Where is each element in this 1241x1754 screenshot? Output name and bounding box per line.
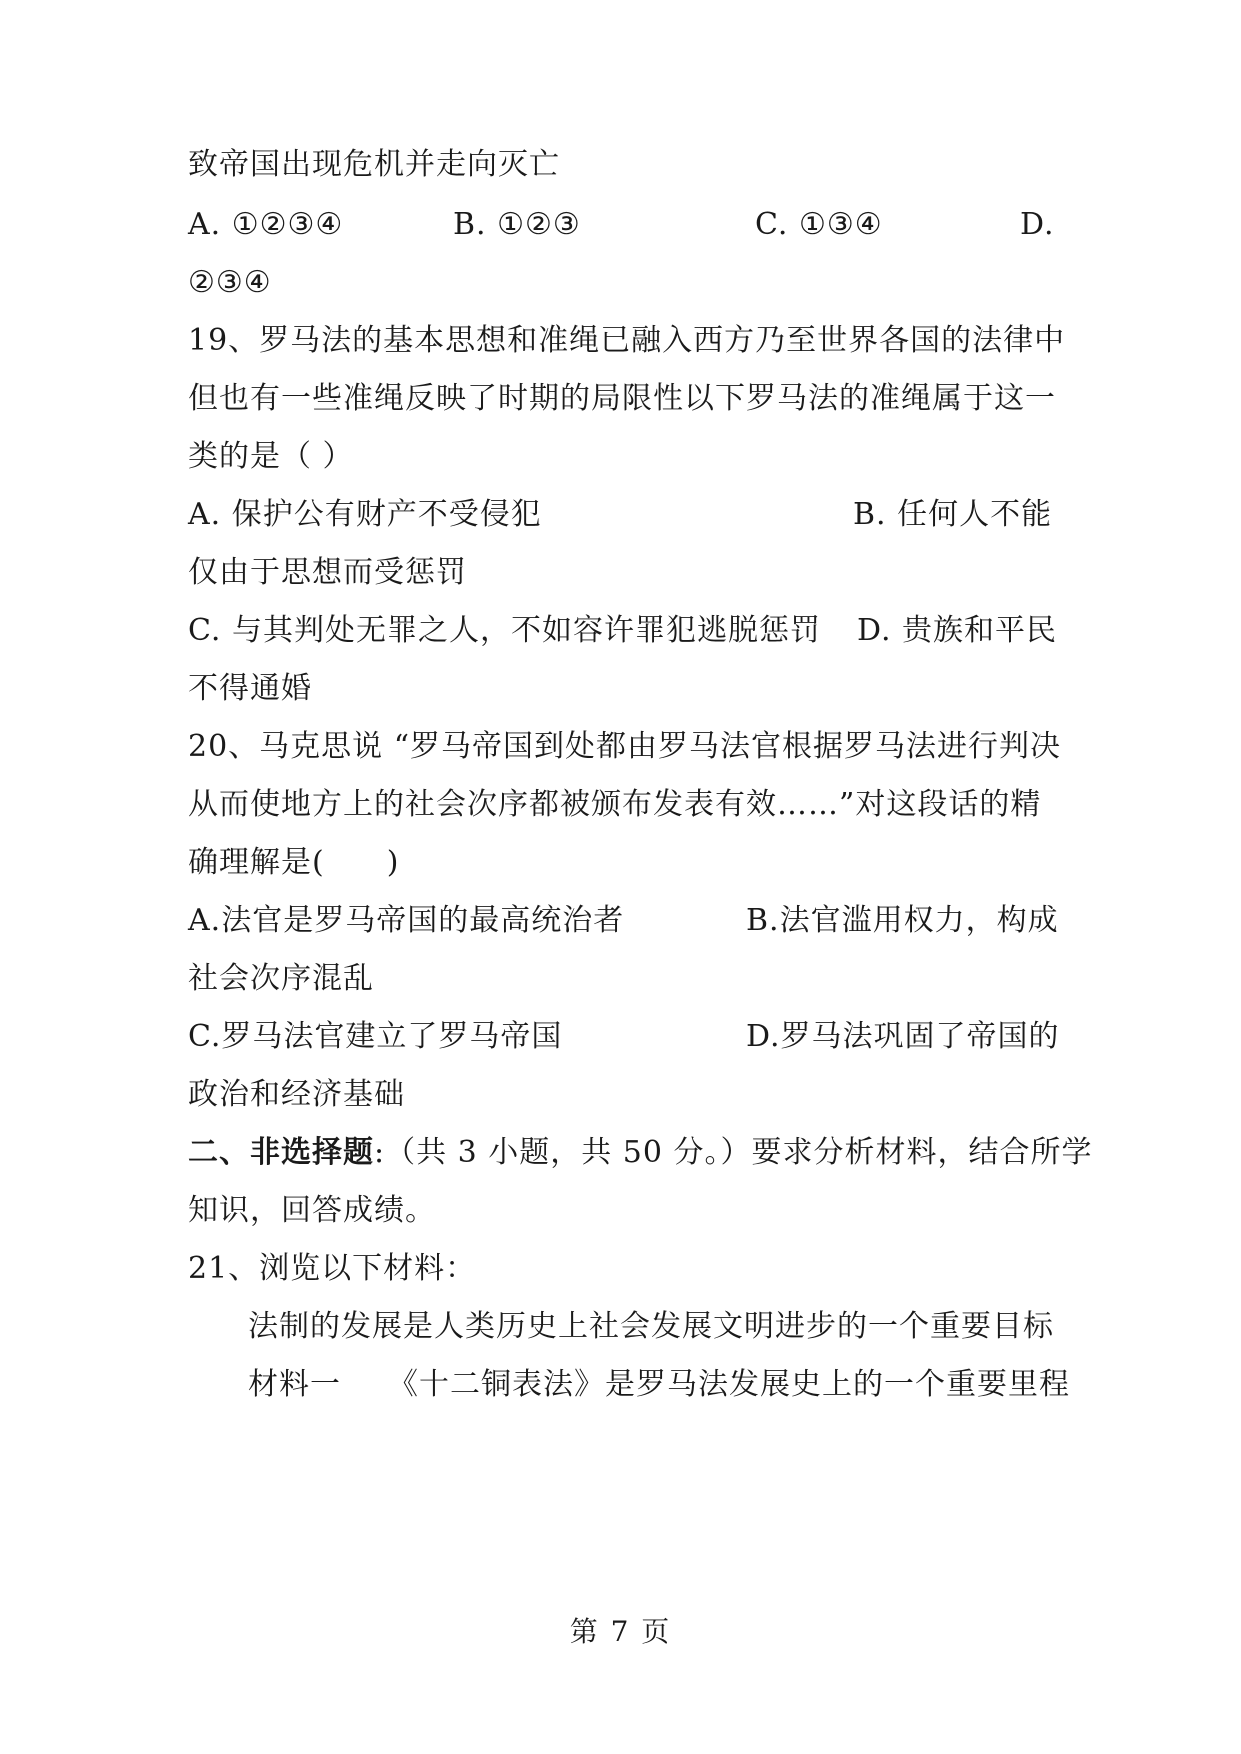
q19-stem-line-2: 但也有一些准绳反映了时期的局限性以下罗马法的准绳属于这一 <box>188 381 1056 416</box>
q19-option-c: C. 与其判处无罪之人，不如容许罪犯逃脱惩罚 <box>188 613 821 648</box>
q20-stem-line-2: 从而使地方上的社会次序都被颁布发表有效……”对这段话的精 <box>188 787 1042 822</box>
q18-option-a: A. ①②③④ <box>188 207 344 242</box>
q19-option-d-continued: 不得通婚 <box>188 671 312 706</box>
section-2-instructions-continued: 知识，回答成绩。 <box>188 1193 436 1228</box>
q18-option-b: B. ①②③ <box>453 207 581 242</box>
page-number: 第 7 页 <box>569 1615 672 1648</box>
text-line: 致帝国出现危机并走向灭亡 <box>188 147 560 182</box>
q18-option-c: C. ①③④ <box>755 207 883 242</box>
section-2-heading-line <box>188 1135 1093 1171</box>
q19-option-b: B. 任何人不能 <box>853 497 1053 532</box>
q18-option-d-continued: ②③④ <box>188 265 272 300</box>
q20-option-b-continued: 社会次序混乱 <box>188 961 374 996</box>
q20-option-b: B.法官滥用权力，构成 <box>746 903 1059 938</box>
q21-intro: 法制的发展是人类历史上社会发展文明进步的一个重要目标 <box>248 1309 1054 1344</box>
q21-stem: 21、浏览以下材料： <box>188 1251 477 1286</box>
q20-stem-line-3: 确理解是( ) <box>188 845 400 880</box>
q19-option-a: A. 保护公有财产不受侵犯 <box>188 497 542 532</box>
q18-option-d: D. <box>1020 207 1055 242</box>
q19-option-d: D. 贵族和平民 <box>857 613 1058 648</box>
section-2-heading: 二、非选择题 <box>188 1135 374 1170</box>
q20-option-d: D.罗马法巩固了帝国的 <box>746 1019 1060 1054</box>
q19-stem-line-3: 类的是（ ） <box>188 439 354 474</box>
q20-option-d-continued: 政治和经济基础 <box>188 1077 405 1112</box>
q20-option-a: A.法官是罗马帝国的最高统治者 <box>188 903 625 938</box>
q19-stem-line-1: 19、罗马法的基本思想和准绳已融入西方乃至世界各国的法律中 <box>188 323 1066 358</box>
q21-material-1: 材料一 《十二铜表法》是罗马法发展史上的一个重要里程 <box>248 1367 1070 1402</box>
q20-option-c: C.罗马法官建立了罗马帝国 <box>188 1019 563 1054</box>
q19-option-b-continued: 仅由于思想而受惩罚 <box>188 555 467 590</box>
section-2-instructions: :（共 3 小题，共 50 分。）要求分析材料，结合所学 <box>374 1135 1093 1170</box>
q20-stem-line-1: 20、马克思说 “罗马帝国到处都由罗马法官根据罗马法进行判决 <box>188 729 1062 764</box>
